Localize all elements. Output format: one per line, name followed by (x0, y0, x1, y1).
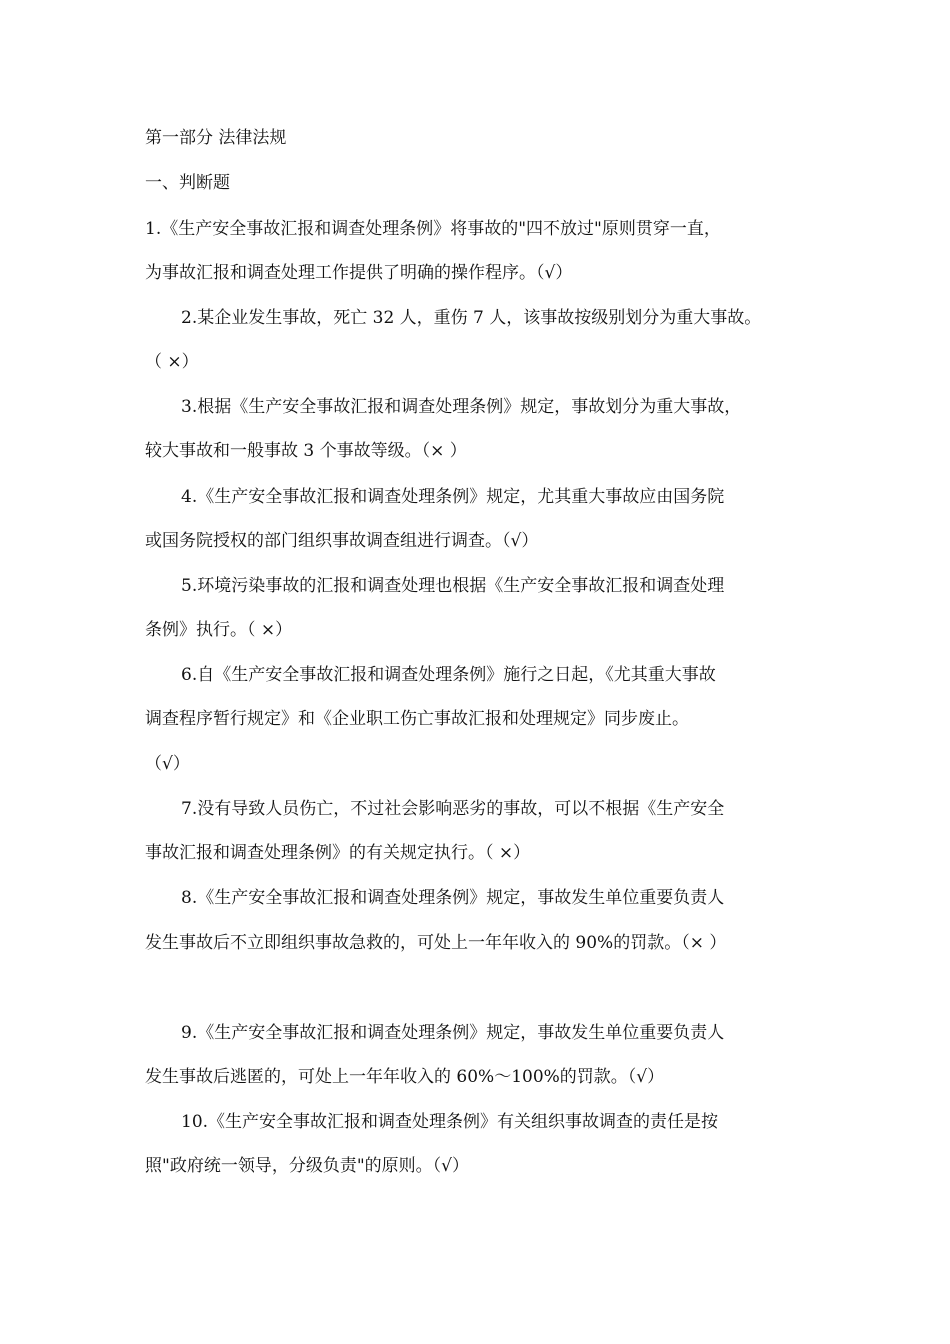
question-6-line-1: 6.自《生产安全事故汇报和调查处理条例》施行之日起，《尤其重大事故 (181, 665, 716, 685)
question-9-line-1: 9.《生产安全事故汇报和调查处理条例》规定，事故发生单位重要负责人 (181, 1023, 725, 1043)
question-5-line-2: 条例》执行。（ ×） (145, 620, 293, 640)
question-8-line-2: 发生事故后不立即组织事故急救的，可处上一年年收入的 90%的罚款。（× ） (145, 933, 727, 953)
question-1-line-2: 为事故汇报和调查处理工作提供了明确的操作程序。（√） (145, 263, 573, 283)
question-9-line-2: 发生事故后逃匿的，可处上一年年收入的 60%～100%的罚款。（√） (145, 1067, 665, 1087)
question-10-line-1: 10.《生产安全事故汇报和调查处理条例》有关组织事故调查的责任是按 (181, 1112, 719, 1132)
question-10-line-2: 照"政府统一领导，分级负责"的原则。（√） (145, 1156, 469, 1176)
question-4-line-2: 或国务院授权的部门组织事故调查组进行调查。（√） (145, 531, 539, 551)
question-3-line-2: 较大事故和一般事故 3 个事故等级。（× ） (145, 441, 467, 461)
question-4-line-1: 4.《生产安全事故汇报和调查处理条例》规定，尤其重大事故应由国务院 (181, 487, 725, 507)
question-8-line-1: 8.《生产安全事故汇报和调查处理条例》规定，事故发生单位重要负责人 (181, 888, 725, 908)
question-1-line-1: 1.《生产安全事故汇报和调查处理条例》将事故的"四不放过"原则贯穿一直， (145, 219, 721, 239)
question-7-line-1: 7.没有导致人员伤亡，不过社会影响恶劣的事故，可以不根据《生产安全 (181, 799, 725, 819)
question-2-line-2: （ ×） (145, 352, 199, 372)
part-title: 第一部分 法律法规 (145, 128, 287, 148)
question-2-line-1: 2.某企业发生事故，死亡 32 人，重伤 7 人，该事故按级别划分为重大事故。 (181, 308, 762, 328)
question-6-line-2: 调查程序暂行规定》和《企业职工伤亡事故汇报和处理规定》同步废止。 (145, 709, 689, 729)
question-7-line-2: 事故汇报和调查处理条例》的有关规定执行。（ ×） (145, 843, 531, 863)
question-6-line-3: （√） (145, 754, 190, 774)
question-3-line-1: 3.根据《生产安全事故汇报和调查处理条例》规定，事故划分为重大事故， (181, 397, 742, 417)
section-title: 一、判断题 (145, 173, 230, 193)
question-5-line-1: 5.环境污染事故的汇报和调查处理也根据《生产安全事故汇报和调查处理 (181, 576, 725, 596)
